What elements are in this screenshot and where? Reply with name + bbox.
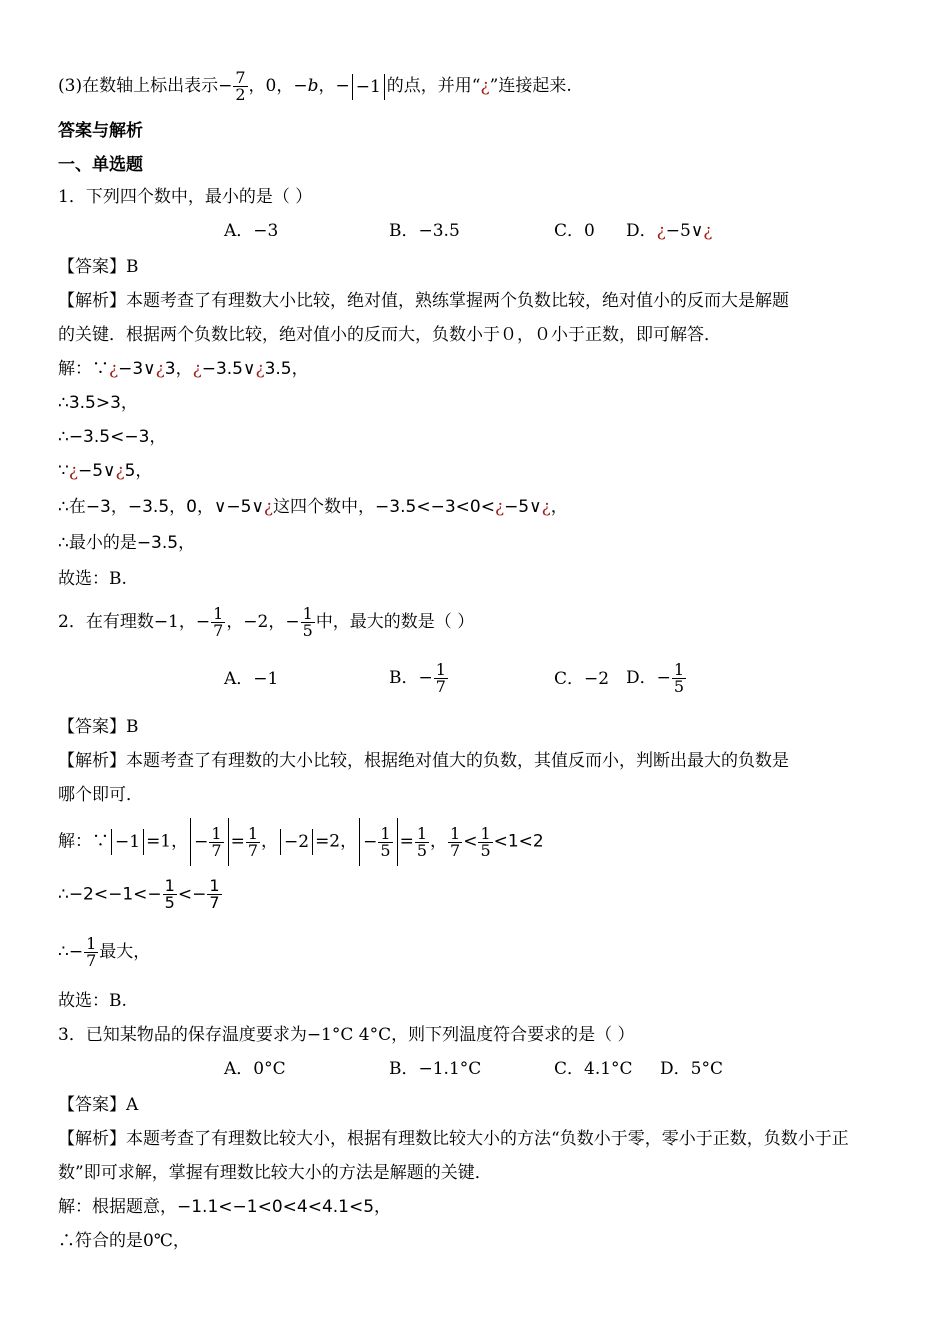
p1-step-6: ∴最小的是−3.5， [58,533,196,553]
p3-step-1: 解：根据题意，−1.1<−1<0<4<4.1<5， [58,1197,392,1217]
numerator: 1 [673,660,685,679]
p1-option-b: B．−3.5 [389,221,460,241]
glyph: ¿ [68,461,78,481]
p3-question: 3．已知某物品的保存温度要求为−1°C 4°C，则下列温度符合要求的是（ ） [58,1025,635,1045]
numerator: 1 [211,823,222,843]
absolute-value-fraction [190,818,228,866]
p2-option-b [389,662,449,695]
p3-option-c: C．4.1°C [554,1059,633,1079]
denominator: 7 [211,840,222,860]
text: ， [430,831,447,852]
fraction-1-5 [378,823,392,860]
text: −5∨ [504,497,542,517]
p1-step-3: ∴−3.5<−3， [58,427,167,447]
numerator: 1 [435,660,446,679]
p1-step-5 [58,494,568,520]
p2-analysis-1: 【解析】本题考查了有理数的大小比较，根据绝对值大的负数，其值反而小，判断出最大的负数是 [58,751,789,771]
glyph: ¿ [494,497,505,517]
p1-answer: 【答案】B [58,257,139,277]
text: =2， [315,831,358,852]
denominator: 7 [247,840,258,860]
heading-answers: 答案与解析 [58,121,143,141]
text: 解：∵ [58,831,109,852]
numerator: 1 [213,604,224,623]
absolute-value: −1 [352,74,385,100]
text: ， [550,497,568,517]
p1-step-2: ∴3.5>3， [58,393,138,413]
glyph: ¿ [480,76,490,96]
fraction-1-5 [301,606,315,639]
minus-sign: − [363,832,378,852]
glyph: ¿ [541,497,551,517]
numerator: 1 [209,876,220,895]
text: ∴−2<−1<− [58,884,162,905]
p3-answer: 【答案】A [58,1095,139,1115]
numerator: 1 [164,876,175,895]
fraction-1-7 [209,823,223,860]
denominator: 5 [416,840,427,860]
text: −5∨ [77,461,116,481]
text: ”连接起来. [489,76,572,96]
text: 中，最大的数是（ ） [315,612,475,632]
text: −3.5∨ [201,359,256,379]
glyph: ¿ [703,221,713,241]
p1-step-1 [58,356,309,382]
numerator: 1 [302,604,313,623]
numerator: 1 [480,823,491,843]
minus-sign: − [194,832,209,852]
text: 2．在有理数−1，− [58,612,211,632]
p3-option-b: B．−1.1°C [389,1059,482,1079]
p2-question [58,606,474,639]
variable-b: b [307,76,319,96]
p2-option-d [626,662,687,695]
text: −5∨ [665,221,704,241]
glyph: ¿ [115,461,125,481]
q3-intro-line [58,70,572,103]
equals-sign: = [230,831,245,852]
fraction-1-7 [84,936,98,969]
denominator: 5 [673,677,685,696]
p2-analysis-2: 哪个即可． [58,785,143,805]
denominator: 5 [164,893,175,912]
text: 这四个数中，−3.5<−3<0< [273,497,495,517]
p1-question: 1．下列四个数中，最小的是（ ） [58,187,313,207]
glyph: ¿ [255,359,265,379]
denominator: 7 [435,677,446,696]
p3-options [0,1056,950,1082]
p2-step-2 [58,878,223,911]
p3-step-2: ∴符合的是0℃， [58,1231,190,1251]
denominator: 7 [209,893,220,912]
p1-option-a: A．−3 [224,221,279,241]
numerator: 1 [380,823,391,843]
p3-option-a: A．0°C [224,1059,286,1079]
text: B．− [389,668,433,688]
denominator: 7 [450,840,461,860]
denominator: 7 [86,951,97,970]
p1-option-d [626,218,712,244]
fraction-1-5 [478,823,492,860]
fraction-1-5 [672,662,686,695]
absolute-value: −2 [280,829,313,855]
denominator: 7 [213,621,224,640]
numerator: 7 [235,68,246,87]
equals-sign: = [399,831,414,852]
fraction-1-7 [448,823,462,860]
glyph: ¿ [192,359,202,379]
fraction-1-7 [211,606,225,639]
fraction-1-7 [246,823,260,860]
glyph: ¿ [263,497,274,517]
p2-answer: 【答案】B [58,717,139,737]
absolute-value-fraction [359,818,397,866]
absolute-value: −1 [111,829,144,855]
text: ，0，− [248,76,308,96]
p1-options [0,218,950,244]
p1-analysis-1: 【解析】本题考查了有理数大小比较，绝对值，熟练掌握两个负数比较，绝对值小的反而大是解题 [58,291,789,311]
denominator: 5 [302,621,313,640]
text: ，−2，− [226,612,300,632]
text: 5， [124,461,153,481]
denominator: 5 [380,840,391,860]
numerator: 1 [247,823,258,843]
glyph: ¿ [109,359,119,379]
glyph: ¿ [155,359,165,379]
p2-option-c: C．−2 [554,669,610,689]
text: −3∨ [118,359,156,379]
text: =1， [146,831,189,852]
text: ，− [318,76,350,96]
text: D．− [626,668,671,688]
text: 3， [164,359,193,379]
heading-section: 一、单选题 [58,155,143,175]
label: D． [626,221,657,241]
p2-step-1 [58,818,544,866]
fraction-7-2 [233,70,247,103]
minus-sign: − [218,76,233,96]
text: ∴在−3，−3.5，0，∨−5∨ [58,497,264,517]
text: 3.5， [264,359,309,379]
denominator: 2 [235,85,246,104]
text: ， [261,831,278,852]
numerator: 1 [416,823,427,843]
text: 的点，并用“ [386,76,481,96]
text: <1<2 [493,831,544,852]
p1-analysis-2: 的关键．根据两个负数比较，绝对值小的反而大，负数小于０，０小于正数，即可解答． [58,325,721,345]
text: 解：∵ [58,359,109,379]
numerator: 1 [450,823,461,843]
text: (3)在数轴上标出表示 [58,76,219,96]
p1-option-c: C．0 [554,221,595,241]
fraction-1-5 [163,878,177,911]
text: ∵ [58,461,69,481]
p3-option-d: D．5°C [660,1059,723,1079]
p2-options [0,660,950,696]
less-than-sign: < [463,831,478,852]
glyph: ¿ [656,221,666,241]
p3-analysis: 【解析】本题考查了有理数比较大小，根据有理数比较大小的方法“负数小于零，零小于正数，负数小于正数”即可求解，掌握有理数比较大小的方法是解题的关键． [58,1129,849,1183]
text: <− [177,884,207,905]
text: 最大， [99,942,151,962]
p2-step-4: 故选：B. [58,991,127,1011]
p2-option-a: A．−1 [224,669,279,689]
fraction-1-7 [207,878,221,911]
fraction-1-5 [415,823,429,860]
fraction-1-7 [434,662,448,695]
numerator: 1 [86,934,97,953]
text: ∴− [58,942,84,962]
p1-step-4 [58,458,152,484]
p1-step-7: 故选：B. [58,569,127,589]
p2-step-3 [58,936,150,969]
denominator: 5 [480,840,491,860]
